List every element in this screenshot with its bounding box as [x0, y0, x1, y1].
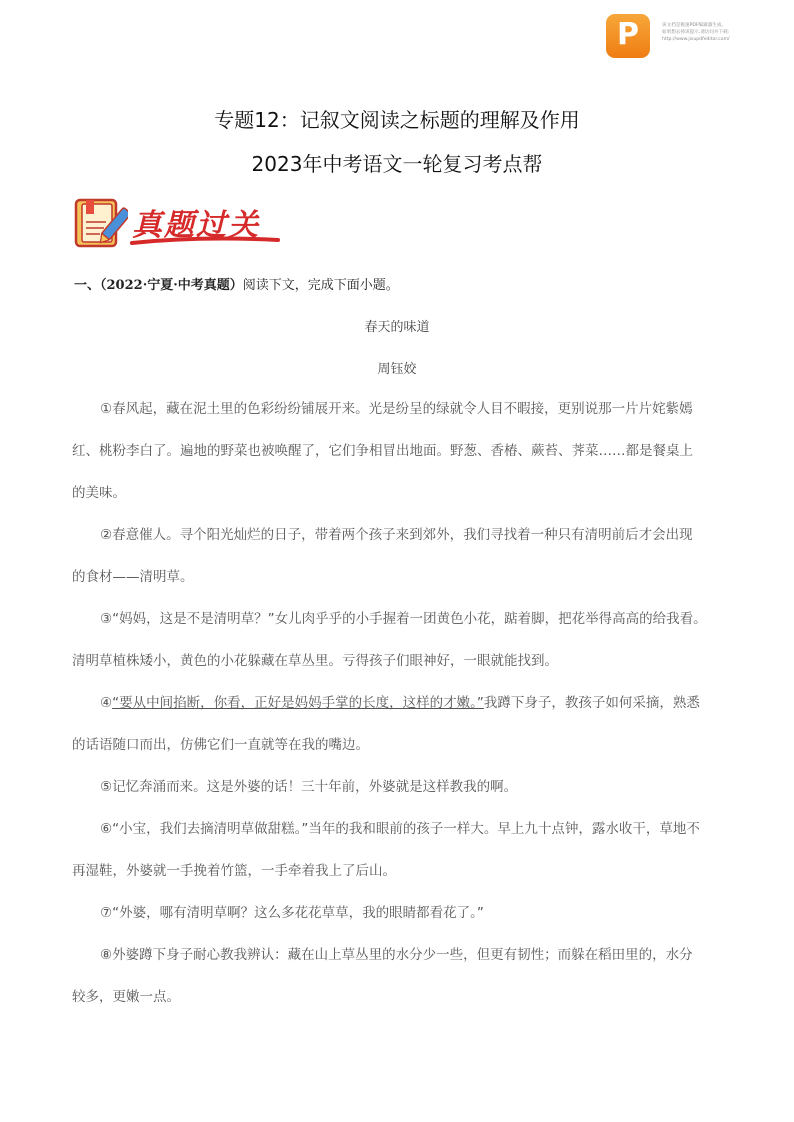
question-heading: [74, 274, 399, 293]
paragraph-line: 再湿鞋，外婆就一手挽着竹篮，一手牵着我上了后山。: [72, 863, 396, 879]
paragraph-line: ③“妈妈，这是不是清明草？”女儿肉乎乎的小手握着一团黄色小花，踮着脚，把花举得高高的给我看。: [100, 611, 707, 627]
watermark-line: 该文档是极速PDF编辑器生成,: [662, 23, 723, 28]
pdf-editor-watermark: [606, 14, 786, 58]
underlined-quote: “要从中间掐断，你看，正好是妈妈手掌的长度，这样的才嫩。”: [112, 695, 484, 711]
notebook-pencil-icon: [74, 198, 128, 250]
paragraph-line: 的美味。: [72, 485, 126, 501]
paragraph-6: [72, 808, 732, 892]
paragraph-3: [72, 598, 732, 682]
page-subtitle: 2023年中考语文一轮复习考点帮: [251, 152, 543, 176]
paragraph-line: 的话语随口而出，仿佛它们一直就等在我的嘴边。: [72, 737, 369, 753]
question-number: 一、: [74, 278, 101, 293]
paragraph-line: 较多，更嫩一点。: [72, 989, 180, 1005]
paragraph-text: 我蹲下身子，教孩子如何采摘，熟悉: [483, 695, 700, 711]
banner-underline-swoosh: [130, 234, 280, 248]
paragraph-2: [72, 514, 732, 598]
watermark-text: [662, 22, 792, 43]
paragraph-line: ⑤记忆奔涌而来。这是外婆的话！三十年前，外婆就是这样教我的啊。: [100, 779, 518, 795]
article-author: 周钰姣: [377, 362, 417, 377]
question-instruction: 阅读下文，完成下面小题。: [242, 278, 399, 293]
paragraph-line: ①春风起，藏在泥土里的色彩纷纷铺展开来。光是纷呈的绿就令人目不暇接，更别说那一片片姹紫嫣: [100, 401, 693, 417]
banner-title: 真题过关: [132, 208, 260, 243]
paragraph-7: [72, 892, 732, 934]
paragraph-line: 的食材——清明草。: [72, 569, 194, 585]
paragraph-line: 清明草植株矮小，黄色的小花躲藏在草丛里。亏得孩子们眼神好，一眼就能找到。: [72, 653, 558, 669]
section-banner: [74, 198, 274, 250]
paragraph-line: 红、桃粉李白了。遍地的野菜也被唤醒了，它们争相冒出地面。野葱、香椿、蕨苔、荠菜……都是餐桌上: [72, 443, 693, 459]
paragraph-line: ⑥“小宝，我们去摘清明草做甜糕。”当年的我和眼前的孩子一样大。早上九十点钟，露水收干，草地不: [100, 821, 700, 837]
question-source: （2022·宁夏·中考真题）: [100, 278, 243, 293]
paragraph-line: ⑧外婆蹲下身子耐心教我辨认：藏在山上草丛里的水分少一些，但更有韧性；而躲在稻田里的，水分: [100, 947, 693, 963]
paragraph-line: ⑦“外婆，哪有清明草啊？这么多花花草草，我的眼睛都看花了。”: [100, 905, 484, 921]
paragraph-5: [72, 766, 732, 808]
page-title: 专题12：记叙文阅读之标题的理解及作用: [214, 108, 580, 132]
watermark-link[interactable]: http://www.jisupdfeditor.com/: [662, 37, 730, 42]
watermark-line: 如果想去掉该提示,请访问并下载:: [662, 30, 730, 35]
paragraph-4: [72, 682, 732, 766]
paragraph-8: [72, 934, 732, 1018]
article-title: 春天的味道: [364, 320, 430, 335]
paragraph-line: [72, 682, 732, 724]
paragraph-line: ②春意催人。寻个阳光灿烂的日子，带着两个孩子来到郊外，我们寻找着一种只有清明前后才会出现: [100, 527, 693, 543]
paragraph-1: [72, 388, 732, 514]
paragraph-number: ④: [100, 695, 113, 711]
pdf-editor-logo-icon: P: [606, 14, 650, 58]
